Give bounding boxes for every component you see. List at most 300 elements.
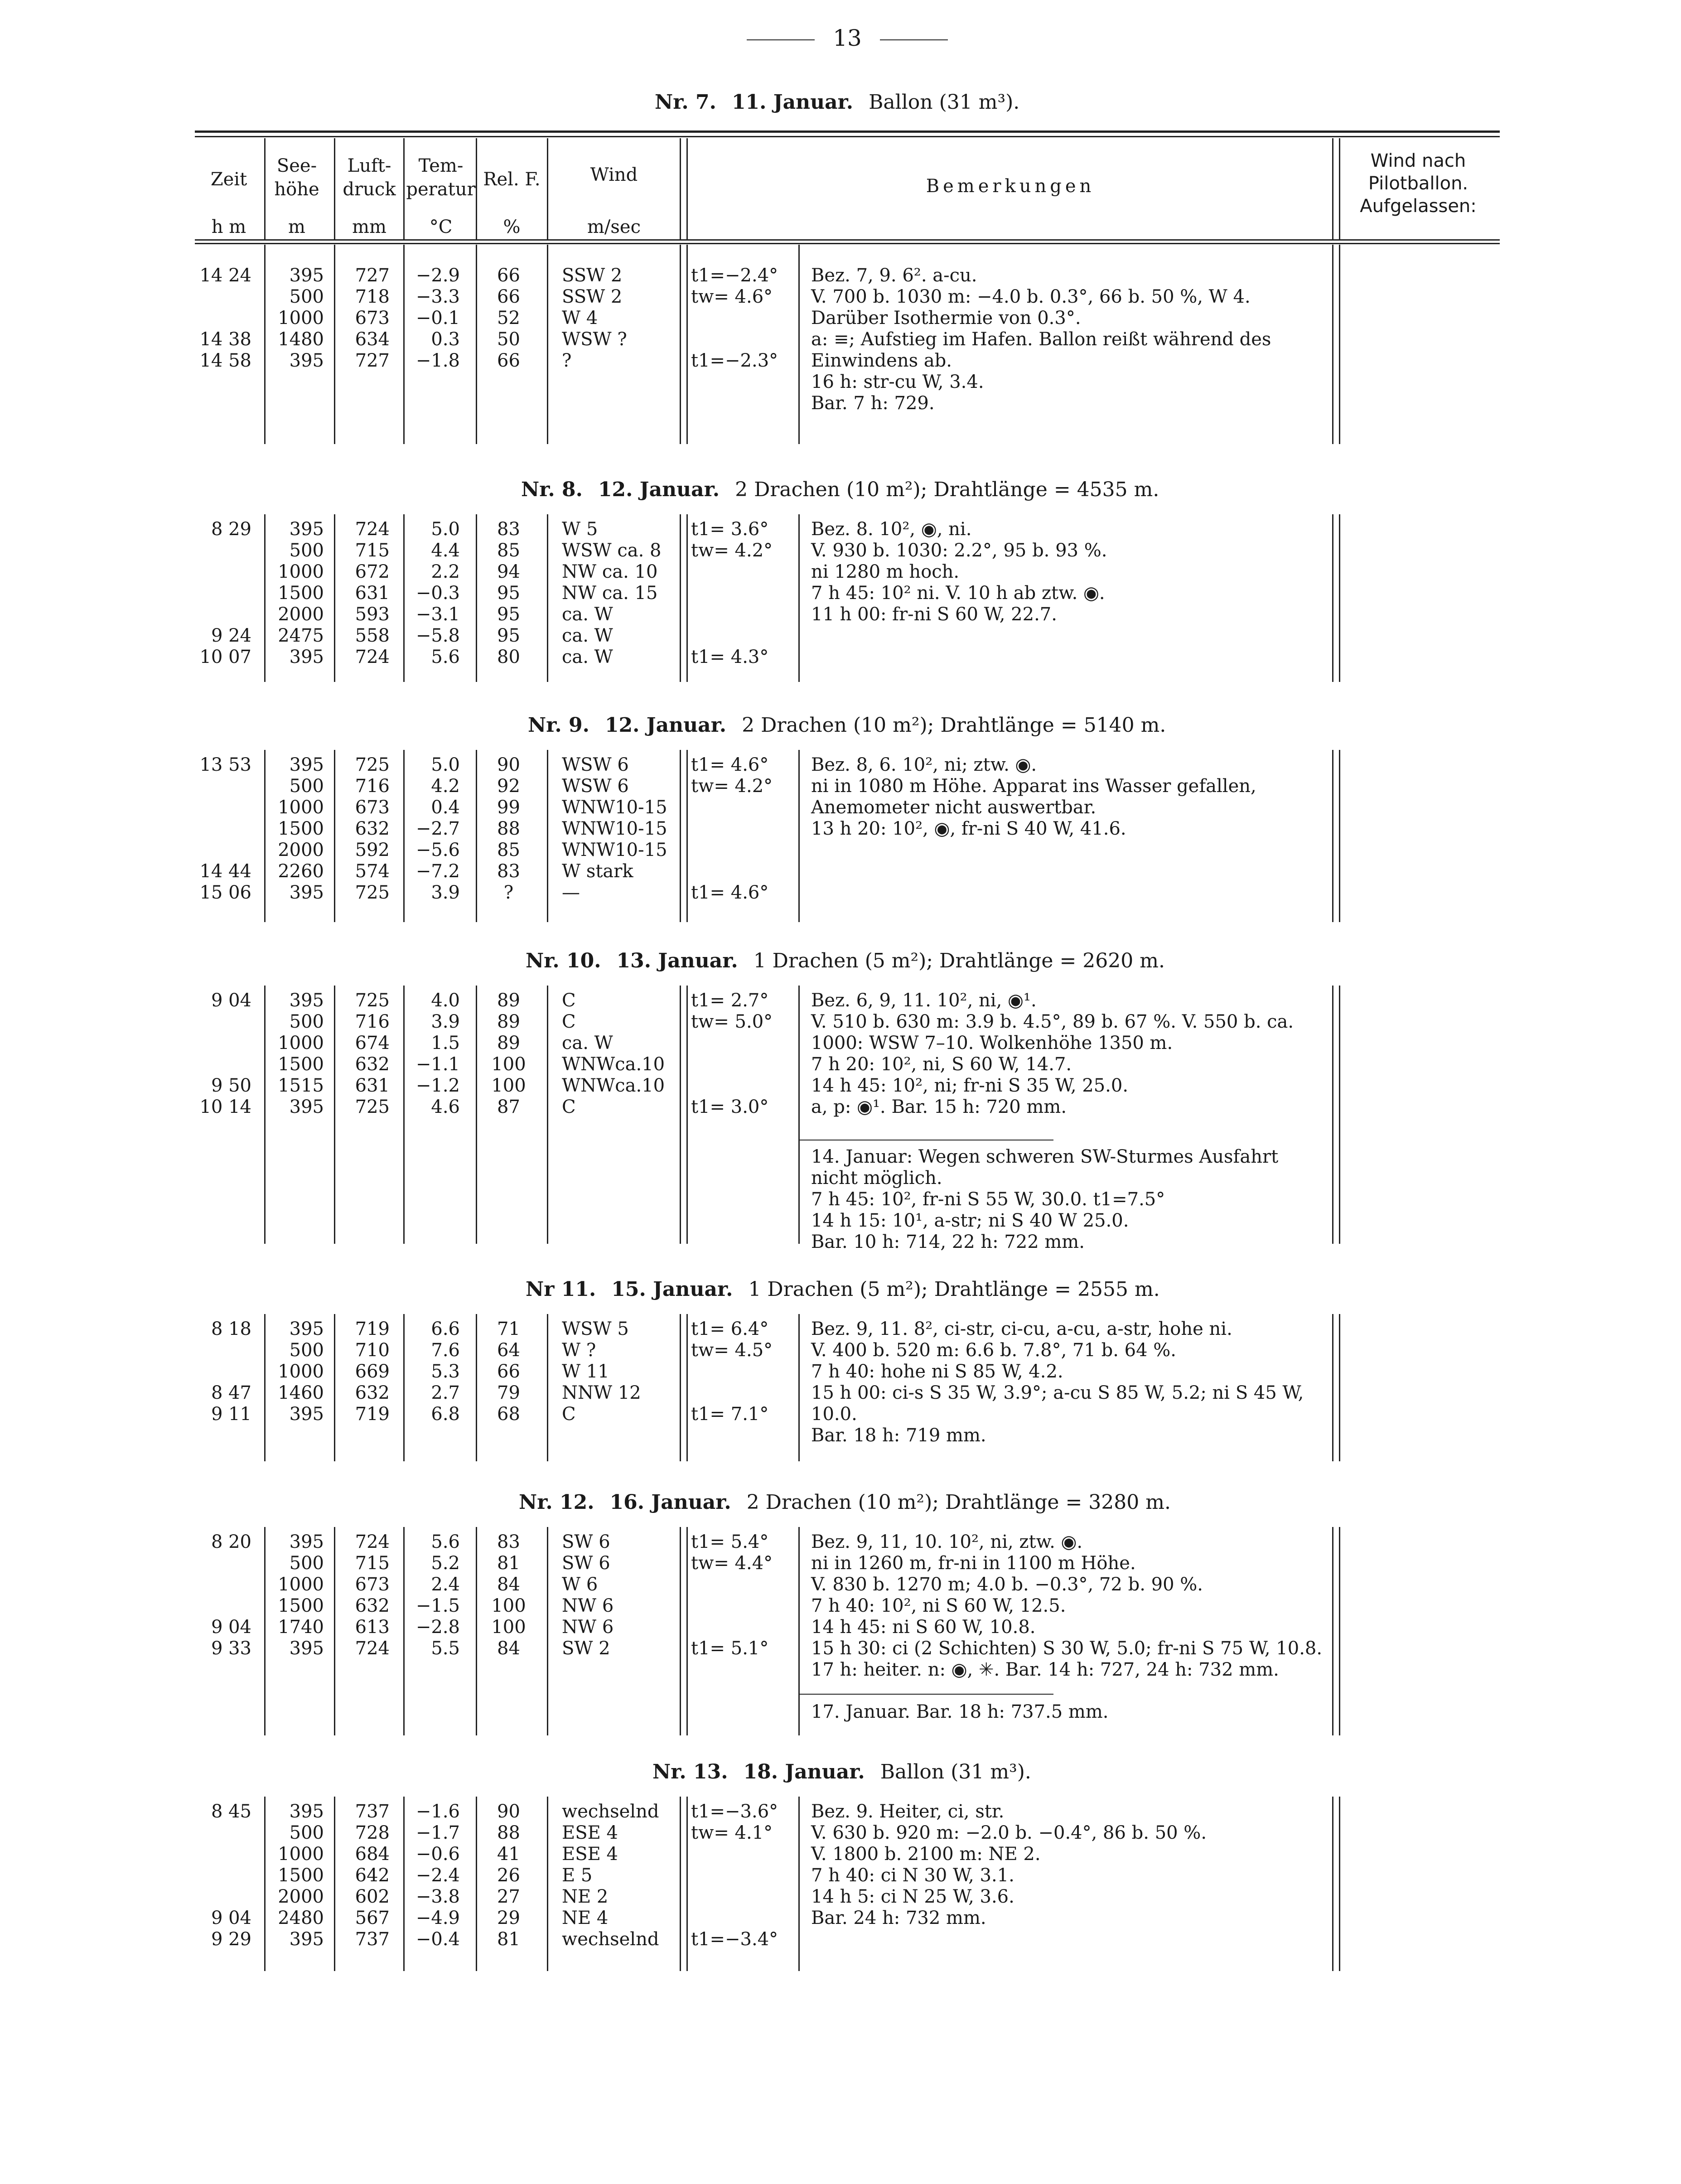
- header-col-line: [476, 138, 477, 240]
- cell-wind: WNW10-15: [562, 818, 667, 839]
- cell-temperatur: 3.9: [431, 1011, 460, 1032]
- cell-wind: NW 6: [562, 1617, 614, 1638]
- column-line: [798, 245, 800, 444]
- header-luftdruck-unit: mm: [352, 217, 386, 237]
- cell-luftdruck: 632: [355, 1382, 390, 1403]
- column-double-line: [1332, 245, 1340, 444]
- temp-note: t1= 5.1°: [691, 1638, 769, 1659]
- cell-relf: 85: [497, 840, 520, 860]
- cell-zeit: 8 47: [211, 1382, 251, 1403]
- cell-seehoehe: 395: [289, 647, 324, 667]
- column-double-line: [680, 750, 688, 922]
- cell-temperatur: −4.9: [415, 1908, 460, 1928]
- column-double-line: [1332, 750, 1340, 922]
- cell-temperatur: −7.2: [415, 861, 460, 882]
- cell-wind: C: [562, 1404, 576, 1425]
- cell-seehoehe: 1000: [278, 1361, 324, 1382]
- cell-seehoehe: 395: [289, 1638, 324, 1659]
- header-pilot: Wind nach Pilotballon. Aufgelassen:: [1360, 150, 1477, 217]
- cell-seehoehe: 500: [289, 1553, 324, 1574]
- section-desc: Ballon (31 m³).: [880, 1760, 1031, 1783]
- remark-line: 14 h 5: ci N 25 W, 3.6.: [811, 1886, 1014, 1907]
- cell-zeit: 9 24: [211, 625, 251, 646]
- remark-line: 15 h 00: ci-s S 35 W, 3.9°; a-cu S 85 W, 5.2; ni S 45 W,: [811, 1382, 1304, 1403]
- cell-wind: WSW 6: [562, 754, 629, 775]
- remark-line: 7 h 40: hohe ni S 85 W, 4.2.: [811, 1361, 1063, 1382]
- cell-luftdruck: 602: [355, 1886, 390, 1907]
- section-nr: Nr. 9.: [528, 714, 589, 737]
- temp-note: t1=−3.4°: [691, 1929, 778, 1950]
- column-line: [403, 750, 405, 922]
- cell-seehoehe: 1500: [278, 583, 324, 604]
- column-line: [334, 1527, 335, 1735]
- remark-line: 17 h: heiter. n: ◉, ✳. Bar. 14 h: 727, 24 h: 732 mm.: [811, 1659, 1279, 1680]
- cell-luftdruck: 725: [355, 882, 390, 903]
- cell-luftdruck: 684: [355, 1844, 390, 1865]
- cell-luftdruck: 672: [355, 561, 390, 582]
- cell-luftdruck: 558: [355, 625, 390, 646]
- cell-seehoehe: 395: [289, 519, 324, 540]
- cell-temperatur: 6.8: [431, 1404, 460, 1425]
- cell-wind: C: [562, 1011, 576, 1032]
- cell-relf: 81: [497, 1929, 520, 1950]
- cell-wind: ca. W: [562, 625, 613, 646]
- remark-line: a: ≡; Aufstieg im Hafen. Ballon reißt während des: [811, 329, 1271, 350]
- cell-temperatur: 3.9: [431, 882, 460, 903]
- cell-relf: 85: [497, 540, 520, 561]
- page-number: 13: [725, 25, 970, 51]
- cell-luftdruck: 669: [355, 1361, 390, 1382]
- column-line: [547, 986, 548, 1244]
- remark-line: Bez. 9, 11. 8², ci-str, ci-cu, a-cu, a-str, hohe ni.: [811, 1319, 1232, 1339]
- column-double-line: [680, 245, 688, 444]
- cell-temperatur: 5.3: [431, 1361, 460, 1382]
- cell-luftdruck: 725: [355, 754, 390, 775]
- cell-relf: 83: [497, 1532, 520, 1552]
- header-temperatur-unit: °C: [429, 217, 453, 237]
- column-double-line: [680, 514, 688, 682]
- header-wind-unit: m/sec: [587, 217, 641, 237]
- temp-note: t1=−3.6°: [691, 1801, 778, 1822]
- cell-relf: 100: [491, 1617, 526, 1638]
- cell-luftdruck: 725: [355, 990, 390, 1011]
- header-zeit: Zeit: [210, 169, 247, 190]
- cell-luftdruck: 727: [355, 265, 390, 286]
- cell-seehoehe: 395: [289, 990, 324, 1011]
- temp-note: t1= 4.6°: [691, 882, 769, 903]
- cell-wind: ca. W: [562, 604, 613, 625]
- cell-temperatur: 4.6: [431, 1097, 460, 1117]
- cell-temperatur: 4.0: [431, 990, 460, 1011]
- cell-wind: wechselnd: [562, 1929, 659, 1950]
- cell-relf: 89: [497, 990, 520, 1011]
- cell-wind: SSW 2: [562, 265, 623, 286]
- section-heading: [652, 1760, 1031, 1783]
- cell-seehoehe: 1000: [278, 797, 324, 818]
- cell-wind: ca. W: [562, 1033, 613, 1053]
- cell-relf: 95: [497, 583, 520, 604]
- cell-seehoehe: 1000: [278, 1033, 324, 1053]
- remark-line: 10.0.: [811, 1404, 857, 1425]
- section-desc: 1 Drachen (5 m²); Drahtlänge = 2555 m.: [748, 1278, 1160, 1301]
- cell-luftdruck: 593: [355, 604, 390, 625]
- section-heading: [528, 714, 1166, 737]
- temp-note: t1=−2.4°: [691, 265, 778, 286]
- cell-relf: 71: [497, 1319, 520, 1339]
- cell-temperatur: −0.4: [415, 1929, 460, 1950]
- cell-wind: W 11: [562, 1361, 609, 1382]
- cell-luftdruck: 737: [355, 1801, 390, 1822]
- remark-line: Einwindens ab.: [811, 350, 952, 371]
- cell-seehoehe: 395: [289, 1319, 324, 1339]
- remark-line: 1000: WSW 7–10. Wolkenhöhe 1350 m.: [811, 1033, 1173, 1053]
- cell-luftdruck: 673: [355, 797, 390, 818]
- header-col-double-line: [680, 138, 688, 240]
- cell-temperatur: −2.8: [415, 1617, 460, 1638]
- cell-temperatur: 5.6: [431, 1532, 460, 1552]
- cell-wind: WNWca.10: [562, 1054, 665, 1075]
- cell-seehoehe: 395: [289, 265, 324, 286]
- cell-temperatur: −3.8: [415, 1886, 460, 1907]
- column-line: [264, 1797, 266, 1971]
- column-line: [547, 1314, 548, 1461]
- cell-temperatur: 5.0: [431, 519, 460, 540]
- section-date: 16. Januar.: [609, 1491, 731, 1514]
- cell-seehoehe: 1515: [278, 1075, 324, 1096]
- cell-luftdruck: 724: [355, 1532, 390, 1552]
- cell-temperatur: −1.8: [415, 350, 460, 371]
- cell-temperatur: 4.2: [431, 776, 460, 797]
- temp-note: t1= 5.4°: [691, 1532, 769, 1552]
- remark-line: V. 1800 b. 2100 m: NE 2.: [811, 1844, 1041, 1865]
- column-line: [547, 245, 548, 444]
- cell-relf: 66: [497, 350, 520, 371]
- cell-luftdruck: 632: [355, 1054, 390, 1075]
- cell-seehoehe: 2000: [278, 840, 324, 860]
- cell-seehoehe: 1500: [278, 1865, 324, 1886]
- column-line: [334, 514, 335, 682]
- cell-relf: 66: [497, 265, 520, 286]
- cell-relf: 100: [491, 1075, 526, 1096]
- cell-luftdruck: 710: [355, 1340, 390, 1361]
- header-col-line: [264, 138, 266, 240]
- column-line: [798, 750, 800, 922]
- remark-line: a, p: ◉¹. Bar. 15 h: 720 mm.: [811, 1097, 1067, 1117]
- cell-seehoehe: 395: [289, 1532, 324, 1552]
- remark-line: 17. Januar. Bar. 18 h: 737.5 mm.: [811, 1701, 1109, 1722]
- cell-relf: ?: [503, 882, 514, 903]
- remark-line: 14 h 45: ni S 60 W, 10.8.: [811, 1617, 1036, 1638]
- cell-temperatur: −1.7: [415, 1822, 460, 1843]
- cell-seehoehe: 395: [289, 882, 324, 903]
- temp-note: t1= 4.6°: [691, 754, 769, 775]
- cell-luftdruck: 737: [355, 1929, 390, 1950]
- section-date: 13. Januar.: [616, 949, 738, 972]
- cell-wind: ?: [562, 350, 572, 371]
- remark-line: Bez. 9. Heiter, ci, str.: [811, 1801, 1005, 1822]
- cell-temperatur: −1.2: [415, 1075, 460, 1096]
- header-relf-unit: %: [503, 217, 521, 237]
- cell-luftdruck: 724: [355, 1638, 390, 1659]
- remark-line: V. 510 b. 630 m: 3.9 b. 4.5°, 89 b. 67 %. V. 550 b. ca.: [811, 1011, 1294, 1032]
- column-line: [264, 986, 266, 1244]
- cell-seehoehe: 500: [289, 1822, 324, 1843]
- remark-line: 14 h 45: 10², ni; fr-ni S 35 W, 25.0.: [811, 1075, 1129, 1096]
- cell-luftdruck: 715: [355, 1553, 390, 1574]
- header-luftdruck: Luft-druck: [343, 155, 396, 200]
- column-line: [547, 750, 548, 922]
- column-line: [547, 514, 548, 682]
- header-seehoehe-unit: m: [288, 217, 305, 237]
- cell-seehoehe: 1000: [278, 1574, 324, 1595]
- cell-luftdruck: 631: [355, 1075, 390, 1096]
- cell-wind: SW 2: [562, 1638, 610, 1659]
- column-line: [264, 514, 266, 682]
- cell-temperatur: 1.5: [431, 1033, 460, 1053]
- temp-note: t1= 6.4°: [691, 1319, 769, 1339]
- cell-wind: ESE 4: [562, 1822, 618, 1843]
- column-line: [403, 1314, 405, 1461]
- cell-relf: 79: [497, 1382, 520, 1403]
- cell-luftdruck: 631: [355, 583, 390, 604]
- section-desc: 2 Drachen (10 m²); Drahtlänge = 4535 m.: [735, 478, 1159, 501]
- cell-temperatur: 5.5: [431, 1638, 460, 1659]
- section-desc: Ballon (31 m³).: [869, 91, 1020, 114]
- cell-relf: 88: [497, 1822, 520, 1843]
- cell-temperatur: 2.2: [431, 561, 460, 582]
- cell-temperatur: 5.2: [431, 1553, 460, 1574]
- column-line: [334, 750, 335, 922]
- section-heading: [526, 1278, 1160, 1301]
- cell-wind: WSW 5: [562, 1319, 629, 1339]
- remark-line: ni in 1260 m, fr-ni in 1100 m Höhe.: [811, 1553, 1136, 1574]
- cell-seehoehe: 1000: [278, 308, 324, 329]
- column-line: [798, 1797, 800, 1971]
- temp-note: t1= 7.1°: [691, 1404, 769, 1425]
- remark-line: 16 h: str-cu W, 3.4.: [811, 372, 984, 392]
- cell-seehoehe: 395: [289, 1404, 324, 1425]
- column-line: [334, 1314, 335, 1461]
- header-bemerkungen: Bemerkungen: [926, 176, 1095, 197]
- cell-wind: NE 4: [562, 1908, 609, 1928]
- remark-line: 14. Januar: Wegen schweren SW-Sturmes Ausfahrt: [811, 1146, 1279, 1167]
- cell-relf: 87: [497, 1097, 520, 1117]
- cell-seehoehe: 395: [289, 350, 324, 371]
- cell-luftdruck: 634: [355, 329, 390, 350]
- section-heading: [521, 478, 1159, 501]
- cell-wind: WSW 6: [562, 776, 629, 797]
- temp-note: t1=−2.3°: [691, 350, 778, 371]
- cell-luftdruck: 724: [355, 519, 390, 540]
- cell-wind: W ?: [562, 1340, 596, 1361]
- section-heading: [655, 91, 1019, 114]
- cell-wind: SSW 2: [562, 286, 623, 307]
- header-zeit-unit: h m: [211, 217, 246, 237]
- header-col-line: [547, 138, 548, 240]
- cell-seehoehe: 1000: [278, 561, 324, 582]
- cell-wind: WSW ?: [562, 329, 627, 350]
- column-double-line: [680, 1527, 688, 1735]
- cell-relf: 84: [497, 1638, 520, 1659]
- header-col-line: [403, 138, 405, 240]
- remark-line: Bar. 10 h: 714, 22 h: 722 mm.: [811, 1232, 1085, 1252]
- remark-line: Bar. 18 h: 719 mm.: [811, 1425, 986, 1446]
- column-double-line: [680, 986, 688, 1244]
- remark-line: 7 h 40: ci N 30 W, 3.1.: [811, 1865, 1014, 1886]
- cell-relf: 99: [497, 797, 520, 818]
- cell-wind: W 6: [562, 1574, 598, 1595]
- temp-note: tw= 5.0°: [691, 1011, 773, 1032]
- cell-temperatur: 4.4: [431, 540, 460, 561]
- column-line: [264, 1527, 266, 1735]
- cell-relf: 92: [497, 776, 520, 797]
- temp-note: t1= 3.6°: [691, 519, 769, 540]
- cell-temperatur: −2.7: [415, 818, 460, 839]
- cell-seehoehe: 500: [289, 286, 324, 307]
- cell-temperatur: −0.1: [415, 308, 460, 329]
- header-bottom-rule-thin: [195, 243, 1500, 244]
- column-line: [547, 1527, 548, 1735]
- remark-line: ni in 1080 m Höhe. Apparat ins Wasser gefallen,: [811, 776, 1256, 797]
- remark-line: Anemometer nicht auswertbar.: [811, 797, 1097, 818]
- cell-luftdruck: 725: [355, 1097, 390, 1117]
- temp-note: tw= 4.1°: [691, 1822, 773, 1843]
- cell-temperatur: −2.9: [415, 265, 460, 286]
- cell-relf: 66: [497, 1361, 520, 1382]
- cell-wind: NNW 12: [562, 1382, 641, 1403]
- section-desc: 1 Drachen (5 m²); Drahtlänge = 2620 m.: [753, 949, 1165, 972]
- cell-luftdruck: 592: [355, 840, 390, 860]
- cell-wind: SW 6: [562, 1553, 610, 1574]
- cell-wind: W 5: [562, 519, 598, 540]
- section-date: 12. Januar.: [598, 478, 720, 501]
- cell-wind: WNW10-15: [562, 840, 667, 860]
- cell-zeit: 14 38: [199, 329, 251, 350]
- cell-seehoehe: 2260: [278, 861, 324, 882]
- cell-luftdruck: 718: [355, 286, 390, 307]
- cell-wind: WNW10-15: [562, 797, 667, 818]
- header-wind: Wind: [590, 164, 638, 185]
- remark-line: 13 h 20: 10², ◉, fr-ni S 40 W, 41.6.: [811, 818, 1126, 839]
- section-nr: Nr. 13.: [652, 1760, 728, 1783]
- remark-line: 7 h 40: 10², ni S 60 W, 12.5.: [811, 1595, 1066, 1616]
- remark-line: 7 h 45: 10² ni. V. 10 h ab ztw. ◉.: [811, 583, 1105, 604]
- column-line: [264, 750, 266, 922]
- section-heading: [519, 1491, 1171, 1514]
- cell-wind: ca. W: [562, 647, 613, 667]
- cell-temperatur: 0.3: [431, 329, 460, 350]
- cell-wind: WSW ca. 8: [562, 540, 662, 561]
- section-heading: [526, 949, 1165, 972]
- cell-zeit: 9 04: [211, 1908, 251, 1928]
- cell-relf: 94: [497, 561, 520, 582]
- column-line: [264, 245, 266, 444]
- cell-zeit: 15 06: [199, 882, 251, 903]
- remark-line: Bez. 8. 10², ◉, ni.: [811, 519, 972, 540]
- cell-relf: 64: [497, 1340, 520, 1361]
- column-line: [798, 1527, 800, 1735]
- cell-relf: 26: [497, 1865, 520, 1886]
- cell-wind: WNWca.10: [562, 1075, 665, 1096]
- header-relf: Rel. F.: [483, 169, 541, 190]
- cell-relf: 50: [497, 329, 520, 350]
- column-line: [334, 986, 335, 1244]
- cell-wind: wechselnd: [562, 1801, 659, 1822]
- cell-seehoehe: 2475: [278, 625, 324, 646]
- section-date: 11. Januar.: [731, 91, 854, 114]
- column-line: [547, 1797, 548, 1971]
- cell-seehoehe: 395: [289, 1929, 324, 1950]
- cell-temperatur: 5.0: [431, 754, 460, 775]
- column-line: [264, 1314, 266, 1461]
- cell-seehoehe: 1480: [278, 329, 324, 350]
- cell-wind: —: [562, 882, 580, 903]
- remark-line: 7 h 20: 10², ni, S 60 W, 14.7.: [811, 1054, 1072, 1075]
- cell-relf: 89: [497, 1011, 520, 1032]
- column-double-line: [1332, 1797, 1340, 1971]
- cell-temperatur: −5.8: [415, 625, 460, 646]
- header-col-line: [334, 138, 335, 240]
- column-line: [476, 245, 477, 444]
- remark-line: ni 1280 m hoch.: [811, 561, 960, 582]
- temp-note: t1= 3.0°: [691, 1097, 769, 1117]
- cell-luftdruck: 642: [355, 1865, 390, 1886]
- section-date: 18. Januar.: [743, 1760, 865, 1783]
- cell-zeit: 13 53: [199, 754, 251, 775]
- remark-line: 15 h 30: ci (2 Schichten) S 30 W, 5.0; fr-ni S 75 W, 10.8.: [811, 1638, 1323, 1659]
- cell-relf: 27: [497, 1886, 520, 1907]
- column-line: [334, 245, 335, 444]
- column-line: [403, 1797, 405, 1971]
- cell-temperatur: 7.6: [431, 1340, 460, 1361]
- cell-relf: 52: [497, 308, 520, 329]
- cell-wind: C: [562, 1097, 576, 1117]
- cell-luftdruck: 673: [355, 308, 390, 329]
- section-nr: Nr. 10.: [526, 949, 601, 972]
- cell-relf: 80: [497, 647, 520, 667]
- cell-relf: 88: [497, 818, 520, 839]
- cell-luftdruck: 715: [355, 540, 390, 561]
- cell-seehoehe: 395: [289, 1097, 324, 1117]
- column-double-line: [1332, 514, 1340, 682]
- section-nr: Nr. 12.: [519, 1491, 594, 1514]
- cell-wind: NE 2: [562, 1886, 609, 1907]
- cell-seehoehe: 1500: [278, 1054, 324, 1075]
- header-top-rule: [195, 130, 1500, 133]
- column-double-line: [1332, 1314, 1340, 1461]
- cell-temperatur: −0.3: [415, 583, 460, 604]
- remark-line: V. 400 b. 520 m: 6.6 b. 7.8°, 71 b. 64 %.: [811, 1340, 1176, 1361]
- remark-divider: [800, 1694, 1053, 1695]
- remark-line: Bez. 9, 11, 10. 10², ni, ztw. ◉.: [811, 1532, 1083, 1552]
- cell-relf: 83: [497, 861, 520, 882]
- cell-relf: 83: [497, 519, 520, 540]
- section-date: 15. Januar.: [611, 1278, 733, 1301]
- cell-zeit: 9 04: [211, 990, 251, 1011]
- cell-wind: C: [562, 990, 576, 1011]
- temp-note: tw= 4.4°: [691, 1553, 773, 1574]
- column-line: [403, 986, 405, 1244]
- cell-seehoehe: 1740: [278, 1617, 324, 1638]
- column-line: [476, 1797, 477, 1971]
- cell-relf: 41: [497, 1844, 520, 1865]
- cell-luftdruck: 716: [355, 1011, 390, 1032]
- cell-seehoehe: 500: [289, 1011, 324, 1032]
- cell-temperatur: −3.3: [415, 286, 460, 307]
- column-line: [476, 750, 477, 922]
- cell-temperatur: 6.6: [431, 1319, 460, 1339]
- cell-zeit: 10 07: [199, 647, 251, 667]
